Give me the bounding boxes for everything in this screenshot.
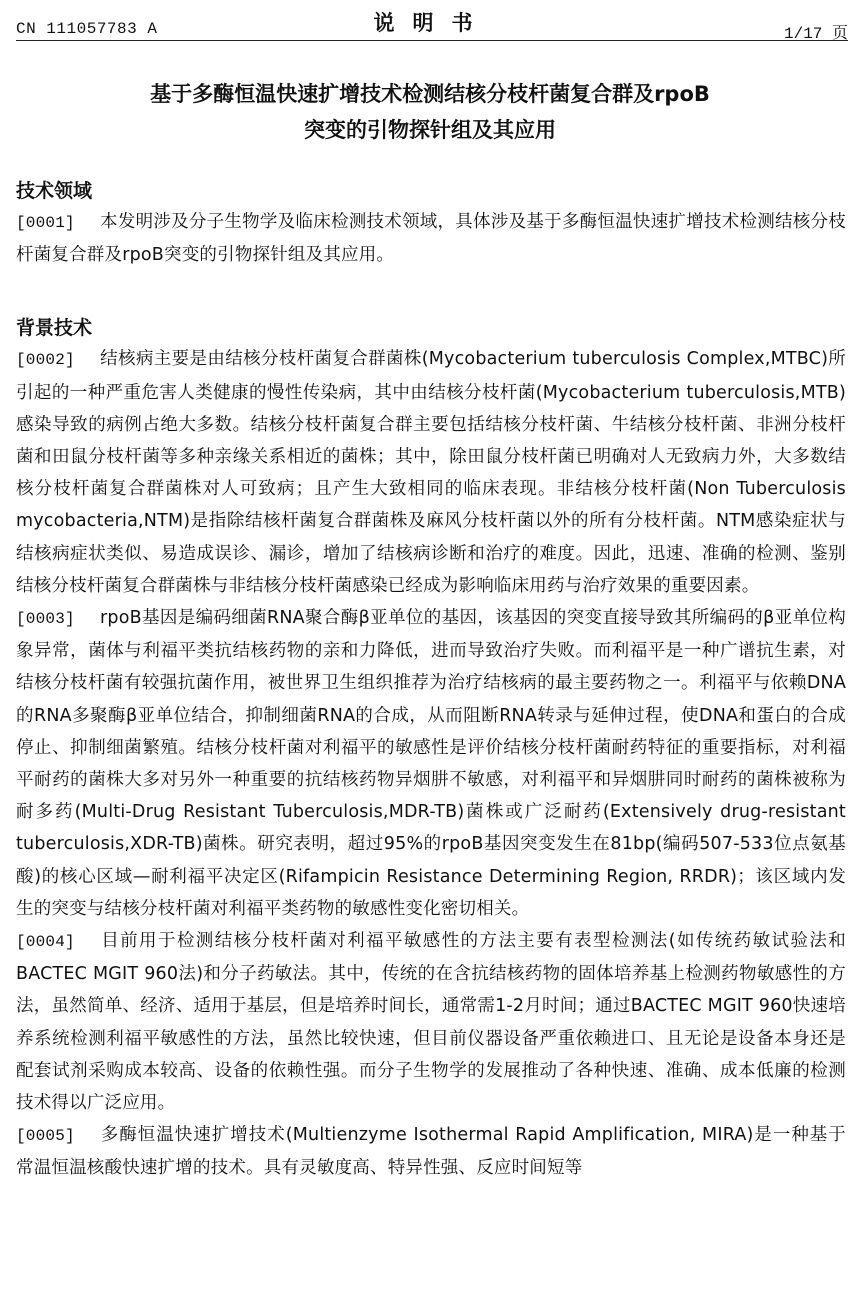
paragraph-text: 目前用于检测结核分枝杆菌对利福平敏感性的方法主要有表型检测法(如传统药敏试验法和BACTEC MGIT 960法)和分子药敏法。其中，传统的在含抗结核药物的固体培养基上检测药物敏感性的方法，虽然简单、经济、适用于基层，但是培养时间长，通常需1-2月时间；通过BACTEC MGIT 960快速培养系统检测利福平敏感性的方法，虽然比较快速，但目前仪器设备严重依赖进口、且无论是设备本身还是配套试剂采购成本较高、设备的依赖性强。而分子生物学的发展推动了各种快速、准确、成本低廉的检测技术得以广泛应用。 bbox=[16, 931, 846, 1114]
document-body bbox=[16, 176, 846, 1185]
paragraph bbox=[16, 1119, 846, 1184]
paragraph-number: [0003] bbox=[16, 610, 75, 629]
paragraph-number: [0004] bbox=[16, 933, 75, 952]
paragraph bbox=[16, 206, 846, 271]
paragraph bbox=[16, 602, 846, 925]
title-line-1: 基于多酶恒温快速扩增技术检测结核分枝杆菌复合群及rpoB bbox=[150, 82, 710, 106]
section-heading-technical-field: 技术领域 bbox=[16, 180, 93, 202]
paragraph-number: [0005] bbox=[16, 1127, 75, 1146]
paragraph-text: 结核病主要是由结核分枝杆菌复合群菌株(Mycobacterium tuberculosis Complex,MTBC)所引起的一种严重危害人类健康的慢性传染病，其中由结核分枝杆菌(Mycobacterium tuberculosis,MTB)感染导致的病例占绝大多数。结核分枝杆菌复合群主要包括结核分枝杆菌、牛结核分枝杆菌、非洲分枝杆菌和田鼠分枝杆菌等多种亲缘关系相近的菌株；其中，除田鼠分枝杆菌已明确对人无致病力外，大多数结核分枝杆菌复合群菌株对人可致病；且产生大致相同的临床表现。非结核分枝杆菌(Non Tuberculosis mycobacteria,NTM)是指除结核杆菌复合群菌株及麻风分枝杆菌以外的所有分枝杆菌。NTM感染症状与结核病症状类似、易造成误诊、漏诊，增加了结核病诊断和治疗的难度。因此，迅速、准确的检测、鉴别结核分枝杆菌复合群菌株与非结核分枝杆菌感染已经成为影响临床用药与治疗效果的重要因素。 bbox=[16, 349, 846, 596]
paragraph bbox=[16, 925, 846, 1119]
paragraph bbox=[16, 343, 846, 602]
paragraph-text: 本发明涉及分子生物学及临床检测技术领域，具体涉及基于多酶恒温快速扩增技术检测结核分枝杆菌复合群及rpoB突变的引物探针组及其应用。 bbox=[16, 212, 846, 266]
paragraph-number: [0002] bbox=[16, 351, 75, 370]
title-line-2: 突变的引物探针组及其应用 bbox=[304, 118, 556, 142]
page-header bbox=[16, 6, 848, 41]
paragraph-text: 多酶恒温快速扩增技术(Multienzyme Isothermal Rapid Amplification, MIRA)是一种基于常温恒温核酸快速扩增的技术。具有灵敏度高、特异性强、反应时间短等 bbox=[16, 1125, 846, 1179]
publication-number: CN 111057783 A bbox=[16, 20, 158, 38]
paragraph-text: rpoB基因是编码细菌RNA聚合酶β亚单位的基因，该基因的突变直接导致其所编码的β亚单位构象异常，菌体与利福平类抗结核药物的亲和力降低，进而导致治疗失败。而利福平是一种广谱抗生素，对结核分枝杆菌有较强抗菌作用，被世界卫生组织推荐为治疗结核病的最主要药物之一。利福平与依赖DNA的RNA多聚酶β亚单位结合，抑制细菌RNA的合成，从而阻断RNA转录与延伸过程，使DNA和蛋白的合成停止、抑制细菌繁殖。结核分枝杆菌对利福平的敏感性是评价结核分枝杆菌耐药特征的重要指标，对利福平耐药的菌株大多对另外一种重要的抗结核药物异烟肼不敏感，对利福平和异烟肼同时耐药的菌株被称为耐多药(Multi-Drug Resistant Tuberculosis,MDR-TB)菌株或广泛耐药(Extensively drug-resistant tuberculosis,XDR-TB)菌株。研究表明，超过95%的rpoB基因突变发生在81bp(编码507-533位点氨基酸)的核心区域—耐利福平决定区(Rifampicin Resistance Determining Region, RRDR)；该区域内发生的突变与结核分枝杆菌对利福平类药物的敏感性变化密切相关。 bbox=[16, 608, 846, 919]
page-number: 1/17 页 bbox=[783, 25, 848, 43]
section-heading-background: 背景技术 bbox=[16, 317, 93, 340]
patent-title bbox=[40, 76, 820, 148]
document-type-title: 说明书 bbox=[373, 11, 491, 35]
paragraph-number: [0001] bbox=[16, 214, 75, 232]
